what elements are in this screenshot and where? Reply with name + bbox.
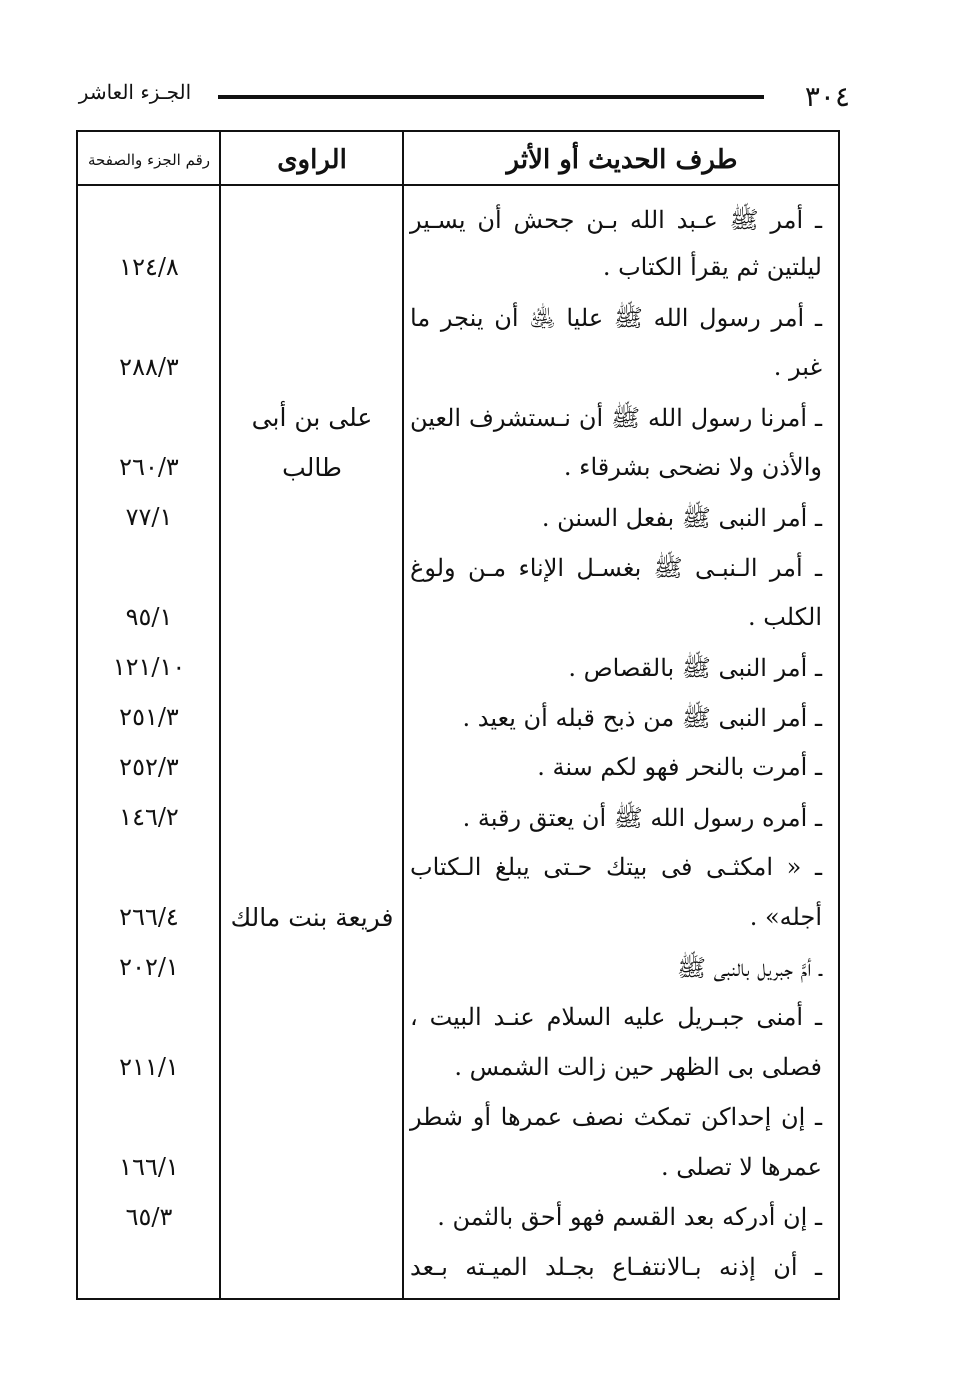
narrator-name: فريعة بنت مالك bbox=[230, 903, 394, 932]
reference-cell: ١٦٦/١ bbox=[119, 1153, 179, 1181]
hadith-line: أجله» . bbox=[749, 903, 822, 931]
reference-cell: ٢٠٢/١ bbox=[119, 953, 179, 981]
reference-cell: ٩٥/١ bbox=[125, 603, 173, 631]
page-number: ٣٠٤ bbox=[804, 80, 850, 113]
header-rule bbox=[218, 95, 764, 99]
hadith-line: ليلتين ثم يقرأ الكتاب . bbox=[602, 253, 822, 281]
hadith-line: ـ أمره رسول الله ﷺ أن يعتق رقبة . bbox=[462, 804, 822, 832]
hadith-line: ـ أمر النبى ﷺ من ذبح قبله أن يعيد . bbox=[462, 704, 822, 732]
hadith-line: ـ أمَّ جبريل بالنبى ﷺ bbox=[677, 954, 822, 982]
hadith-line: الكلب . bbox=[747, 603, 822, 631]
hadith-line: عمرها لا تصلى . bbox=[660, 1153, 822, 1181]
hadith-line: ـ أمر ﷺ عـبد الله بـن جحش أن يسـير bbox=[410, 206, 822, 234]
reference-cell: ٧٧/١ bbox=[125, 503, 173, 531]
header-row-divider bbox=[76, 184, 840, 186]
hadith-line: ـ أن إذنه بـالانتفـاع بجـلد الميـته بـعد bbox=[410, 1253, 822, 1281]
hadith-line: ـ إن أدركه بعد القسم فهو أحق بالثمن . bbox=[437, 1203, 822, 1231]
column-divider-narrator bbox=[219, 130, 221, 1300]
hadith-line: غبر . bbox=[773, 353, 822, 381]
narrator-name: على بن أبى bbox=[251, 403, 373, 432]
narrator-name: طالب bbox=[282, 453, 342, 482]
hadith-line: ـ أمرت بالنحر فهو لكم سنة . bbox=[537, 753, 822, 781]
reference-cell: ٢٥٢/٣ bbox=[119, 753, 179, 781]
reference-cell: ١٢١/١٠ bbox=[112, 653, 186, 681]
hadith-line: ـ إن إحداكن تمكث نصف عمرها أو شطر bbox=[410, 1103, 822, 1131]
reference-cell: ٢١١/١ bbox=[119, 1053, 179, 1081]
reference-cell: ٦٥/٣ bbox=[125, 1203, 173, 1231]
reference-cell: ١٢٤/٨ bbox=[119, 253, 179, 281]
hadith-line: ـ « امكثـى فى بيتك حـتى يبلغ الـكتاب bbox=[410, 853, 822, 881]
reference-cell: ٢٦٠/٣ bbox=[119, 453, 179, 481]
hadith-line: ـ أمر الـنبـى ﷺ بغسـل الإناء مـن ولوغ bbox=[410, 554, 822, 582]
hadith-line: فصلى بى الظهر حين زالت الشمس . bbox=[454, 1053, 822, 1081]
hadith-line: ـ أمر النبى ﷺ بفعل السنن . bbox=[541, 504, 822, 532]
hadith-line: ـ أمر النبى ﷺ بالقصاص . bbox=[568, 654, 822, 682]
hadith-line: ـ أمرنا رسول الله ﷺ أن نـستشرف العين bbox=[410, 404, 822, 432]
reference-cell: ٢٨٨/٣ bbox=[119, 353, 179, 381]
column-header-reference: رقم الجزء والصفحة bbox=[88, 151, 210, 169]
column-divider-hadith bbox=[402, 130, 404, 1300]
column-header-narrator: الراوى bbox=[277, 145, 347, 175]
column-header-hadith: طرف الحديث أو الأثر bbox=[506, 145, 738, 175]
hadith-line: والأذن ولا نضحى بشرقاء . bbox=[563, 453, 822, 481]
part-title: الجـزء العاشر bbox=[78, 80, 192, 104]
hadith-line: ـ أمنى جبـريل عليه السلام عنـد البيت ، bbox=[410, 1003, 822, 1031]
reference-cell: ٢٦٦/٤ bbox=[119, 903, 179, 931]
reference-cell: ٢٥١/٣ bbox=[119, 703, 179, 731]
hadith-line: ـ أمر رسول الله ﷺ عليا ﵁ أن ينجر ما bbox=[410, 304, 822, 332]
reference-cell: ١٤٦/٢ bbox=[119, 803, 179, 831]
